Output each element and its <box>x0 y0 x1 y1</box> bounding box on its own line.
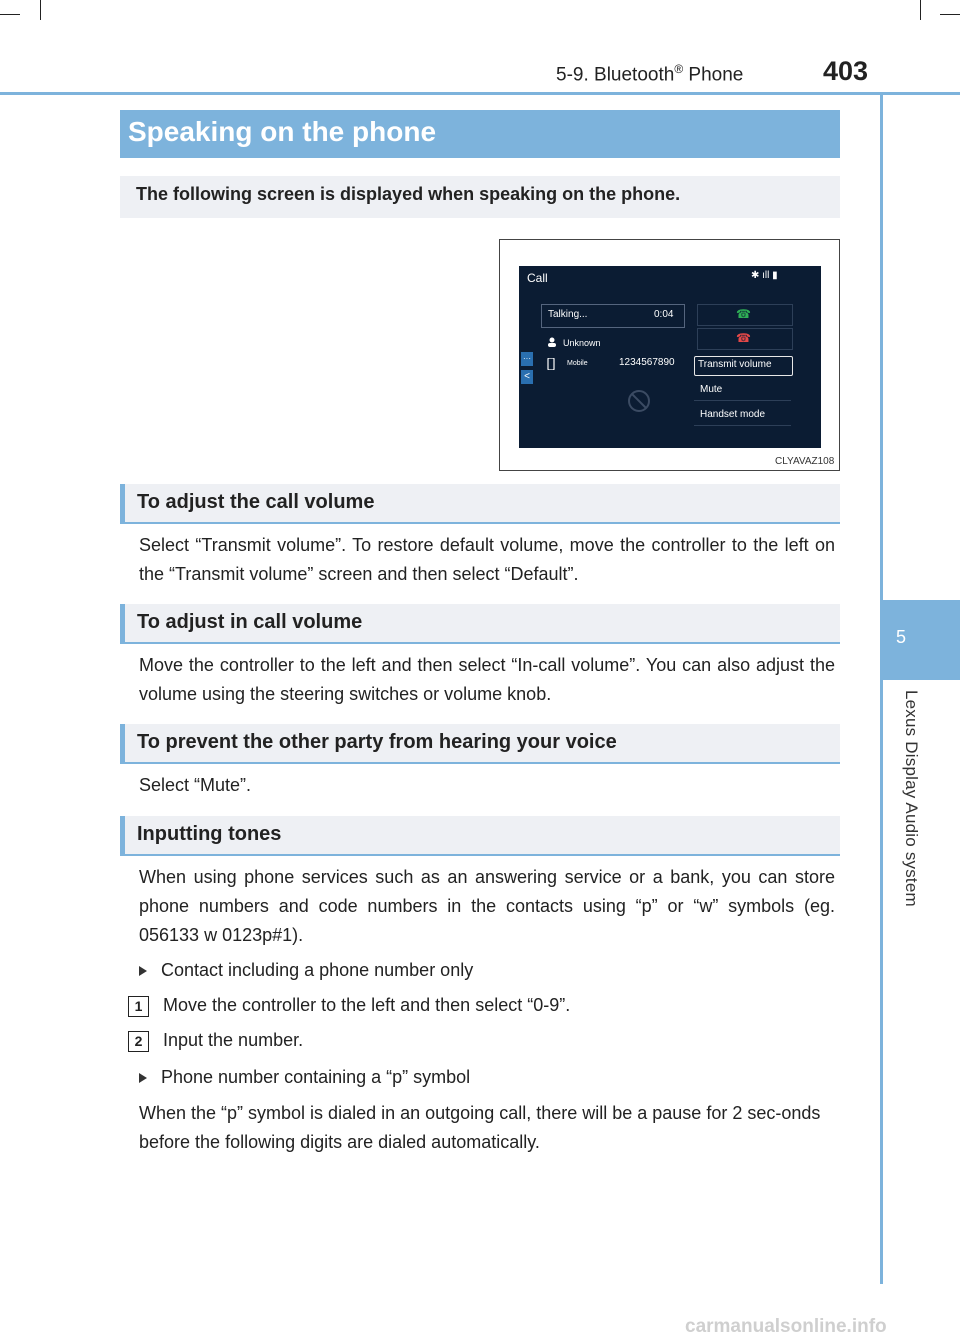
bullet-item <box>139 1067 470 1088</box>
display-screen <box>519 266 821 448</box>
section-heading-text: To adjust the call volume <box>137 491 375 513</box>
heading-bar <box>120 604 125 642</box>
end-call-icon: ☎ <box>736 331 751 345</box>
handset-mode-button[interactable] <box>694 407 791 426</box>
answer-call-button[interactable] <box>697 304 793 326</box>
back-button[interactable]: < <box>521 370 533 384</box>
caller-number: 1234567890 <box>619 357 675 368</box>
section-text: Select “Transmit volume”. To restore default volume, move the controller to the left on the “Transmit volume” screen and then select “Default”. <box>139 535 835 584</box>
crop-mark <box>40 0 41 20</box>
figure-code: CLYAVAZ108 <box>775 456 835 467</box>
section-text: Select “Mute”. <box>139 775 252 795</box>
page-number: 403 <box>823 56 869 86</box>
talking-status <box>541 304 685 328</box>
mute-indicator-icon <box>627 389 651 418</box>
section-heading <box>120 816 840 856</box>
bullet-text: Phone number containing a “p” symbol <box>161 1067 471 1087</box>
step-number: 2 <box>128 1031 149 1052</box>
section-text: Move the controller to the left and then select “In-call volume”. You can also adjust the volume using the steering switches or volume knob. <box>139 655 835 704</box>
transmit-volume-label: Transmit volume <box>698 359 772 370</box>
step-number: 1 <box>128 996 149 1017</box>
step-text: Input the number. <box>163 1030 304 1050</box>
bullet-text: Contact including a phone number only <box>161 960 474 980</box>
bullet-item <box>139 960 473 981</box>
mute-button[interactable] <box>694 382 791 401</box>
page-title: Speaking on the phone <box>128 116 437 147</box>
section-heading <box>120 484 840 524</box>
section-heading-text: Inputting tones <box>137 823 282 845</box>
section-heading <box>120 724 840 764</box>
section-heading-text: To adjust in call volume <box>137 611 363 633</box>
heading-bar <box>120 484 125 522</box>
more-button[interactable]: ··· <box>521 352 533 366</box>
intro-text: The following screen is displayed when speaking on the phone. <box>136 184 681 204</box>
bullet-arrow-icon <box>139 966 147 976</box>
section-heading <box>120 604 840 644</box>
caller-type: Mobile <box>567 360 588 367</box>
call-timer: 0:04 <box>654 309 674 320</box>
running-header: 5-9. Bluetooth® Phone <box>556 62 744 86</box>
mute-label: Mute <box>700 384 723 395</box>
bullet-arrow-icon <box>139 1073 147 1083</box>
section-heading-text: To prevent the other party from hearing your voice <box>137 731 617 753</box>
step-text: Move the controller to the left and then select “0-9”. <box>163 995 571 1015</box>
handset-mode-label: Handset mode <box>700 409 766 420</box>
transmit-volume-button[interactable] <box>694 356 793 376</box>
end-call-button[interactable] <box>697 328 793 350</box>
mobile-icon <box>547 358 555 372</box>
talking-label: Talking... <box>548 309 588 320</box>
crop-mark <box>940 14 960 15</box>
header-rule <box>0 92 960 95</box>
watermark: carmanualsonline.info <box>685 1316 887 1337</box>
caller-name: Unknown <box>563 338 601 348</box>
chapter-label: Lexus Display Audio system <box>902 690 921 907</box>
heading-bar <box>120 816 125 854</box>
person-icon <box>547 337 557 349</box>
crop-mark <box>0 14 20 15</box>
screen-title: Call <box>527 271 548 285</box>
crop-mark <box>920 0 921 20</box>
chapter-number: 5 <box>895 627 906 647</box>
status-icons: ✱ ıll ▮ <box>751 270 778 281</box>
side-rule <box>880 94 883 1284</box>
heading-bar <box>120 724 125 762</box>
section-text: When using phone services such as an answering service or a bank, you can store phone numbers and code numbers in the contacts using “p” or “w” symbols (eg. 056133 w 0123p#1). <box>139 867 835 945</box>
answer-phone-icon: ☎ <box>736 307 751 321</box>
closing-text: When the “p” symbol is dialed in an outgoing call, there will be a pause for 2 sec-onds before the following digits are dialed automatically. <box>139 1103 821 1152</box>
